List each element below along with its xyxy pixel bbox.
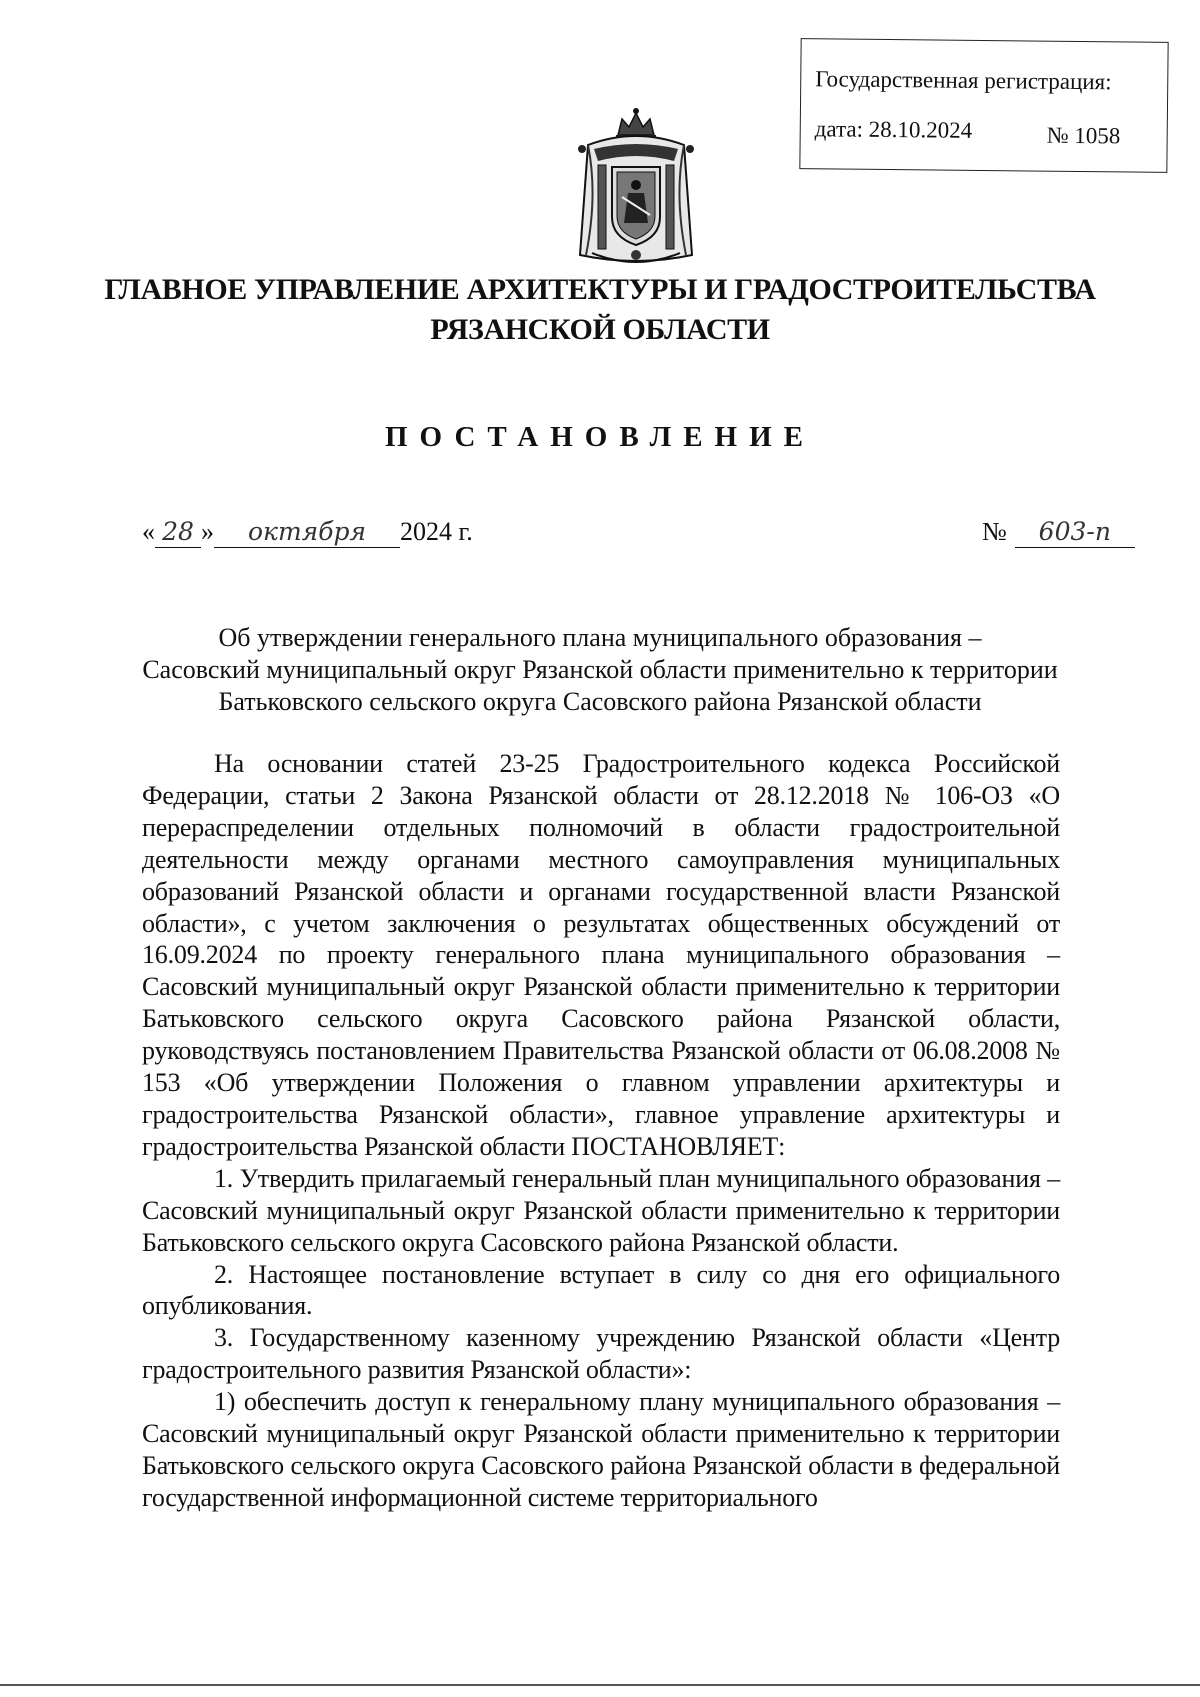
- clause-1: 1. Утвердить прилагаемый генеральный план муниципального образования – Сасовский муниципальный округ Рязанской области применительно к территории Батьковского сельского округа Сасовского района Рязанской области.: [142, 1163, 1060, 1257]
- stamp-number: № 1058: [1046, 122, 1121, 149]
- org-line-1: ГЛАВНОЕ УПРАВЛЕНИЕ АРХИТЕКТУРЫ И ГРАДОСТРОИТЕЛЬСТВА: [104, 273, 1096, 306]
- document-subject: [140, 622, 1060, 718]
- date-month-handwritten: октября: [247, 517, 367, 546]
- document-number: [982, 517, 1135, 548]
- document-type-title: ПОСТАНОВЛЕНИЕ: [384, 421, 815, 453]
- subject-line-2: Сасовский муниципальный округ Рязанской области применительно к территории: [142, 655, 1058, 684]
- subject-line-1: Об утверждении генерального плана муниципального образования –: [218, 623, 982, 652]
- registration-stamp: [799, 38, 1168, 173]
- org-line-2: РЯЗАНСКОЙ ОБЛАСТИ: [430, 313, 770, 346]
- stamp-date: дата: 28.10.2024: [814, 116, 973, 143]
- subject-line-3: Батьковского сельского округа Сасовского района Рязанской области: [218, 687, 982, 716]
- ryazan-coat-of-arms-icon: [568, 105, 704, 271]
- document-body: [142, 748, 1060, 1514]
- date-open-quote: «: [142, 517, 155, 546]
- clause-3: 3. Государственному казенному учреждению Рязанской области «Центр градостроительного развития Рязанской области»:: [142, 1323, 1060, 1385]
- preamble-paragraph: На основании статей 23-25 Градостроительного кодекса Российской Федерации, статьи 2 Закона Рязанской области от 28.12.2018 № 106-ОЗ «О перераспределении отдельных полномочий в области градостроительной деятельности между органами местного самоуправления муниципальных образований Рязанской области и органами государственной власти Рязанской области», с учетом заключения о результатах общественных обсуждений от 16.09.2024 по проекту генерального плана муниципального образования – Сасовский муниципальный округ Рязанской области применительно к территории Батьковского сельского округа Сасовского района Рязанской области, руководствуясь постановлением Правительства Рязанской области от 06.08.2008 № 153 «Об утверждении Положения о главном управлении архитектуры и градостроительства Рязанской области», главное управление архитектуры и градостроительства Рязанской области ПОСТАНОВЛЯЕТ:: [142, 749, 1060, 1161]
- organization-name: [0, 270, 1200, 350]
- scan-bottom-edge: [0, 1684, 1200, 1686]
- date-year: 2024 г.: [400, 517, 473, 546]
- clause-2: 2. Настоящее постановление вступает в силу со дня его официального опубликования.: [142, 1259, 1060, 1321]
- stamp-title: Государственная регистрация:: [815, 66, 1112, 95]
- date-day-handwritten: 28: [162, 517, 194, 546]
- number-prefix: №: [982, 517, 1007, 546]
- number-handwritten: 603-п: [1038, 517, 1111, 546]
- clause-3-subitem-1: 1) обеспечить доступ к генеральному плану муниципального образования – Сасовский муниципальный округ Рязанской области применительно к территории Батьковского сельского округа Сасовского района Рязанской области в федеральной государственной информационной системе территориального: [142, 1387, 1060, 1512]
- date-close-quote: »: [201, 517, 214, 546]
- document-date: [142, 517, 473, 548]
